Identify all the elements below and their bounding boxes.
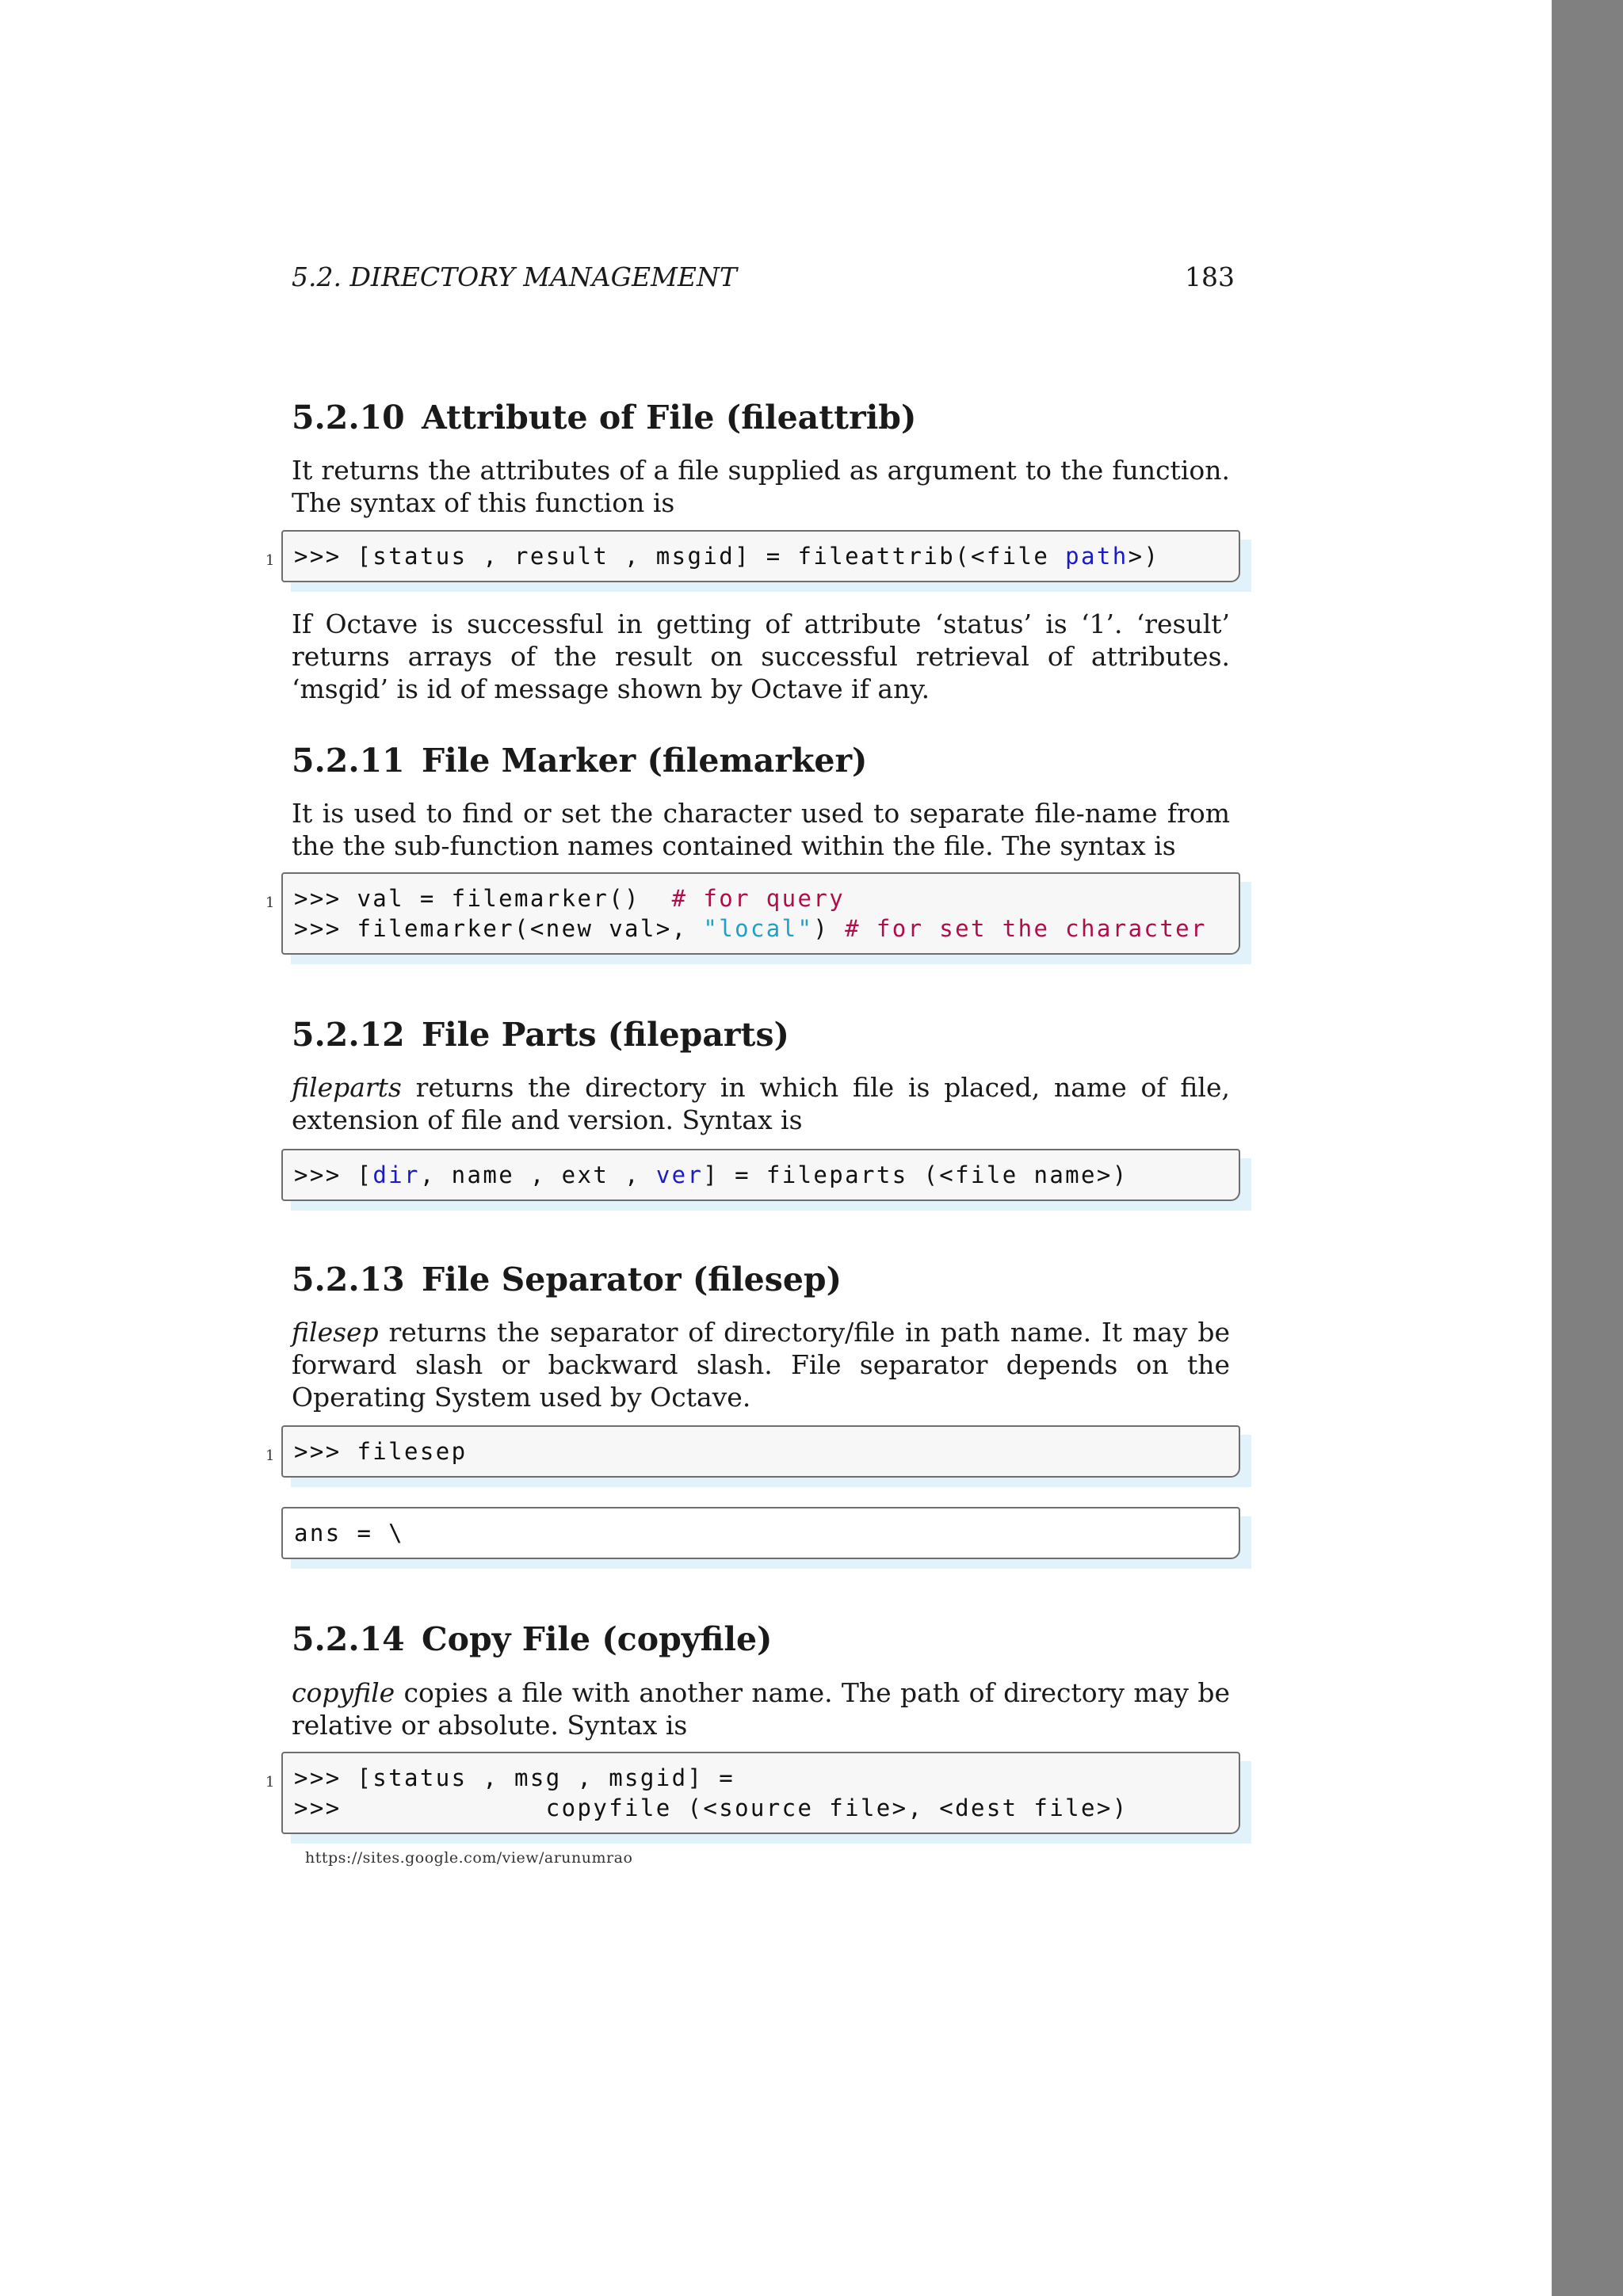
function-name-emphasis: fileparts [292,1072,402,1103]
function-name-emphasis: filesep [292,1317,379,1348]
code-listing-fileattrib [265,530,1240,582]
code-line [294,883,1228,913]
code-box [265,1425,1240,1478]
paragraph-copyfile-intro [292,1676,1230,1741]
section-number: 5.2.11 [292,742,405,780]
code-line [294,913,1228,944]
code-text: , name , ext , [419,1161,656,1188]
section-heading-fileattrib [292,399,916,437]
section-heading-fileparts [292,1016,789,1054]
code-line [294,541,1228,571]
code-listing-copyfile [265,1752,1240,1834]
code-text: >>> filemarker(<new val>, [294,915,704,942]
paragraph-text: copies a file with another name. The path of directory may be relative or absolute. Syntax is [292,1677,1230,1741]
code-line: >>> [status , msg , msgid] = [294,1764,735,1791]
code-text: ) [813,915,846,942]
code-line [294,1160,1228,1190]
paragraph-fileparts-intro [292,1071,1230,1136]
page-number: 183 [1185,261,1235,292]
function-name-emphasis: copyfile [292,1677,395,1708]
code-keyword: ver [655,1161,704,1188]
code-listing-filemarker [265,872,1240,955]
section-heading-filesep [292,1261,842,1299]
code-output-filesep [281,1507,1240,1559]
section-heading-copyfile [292,1620,772,1658]
code-line: >>> filesep [294,1438,468,1465]
code-line-number: 1 [265,1447,275,1464]
code-listing-fileparts [281,1149,1240,1201]
code-comment: # for query [671,885,846,912]
section-number: 5.2.10 [292,399,405,437]
paragraph-text: returns the directory in which file is placed, name of file, extension of file and version. Syntax is [292,1072,1230,1135]
code-text: >>> [ [294,1161,373,1188]
section-title: File Marker (filemarker) [422,742,868,780]
code-box [265,872,1240,955]
code-keyword: path [1065,543,1128,570]
section-number: 5.2.12 [292,1016,405,1054]
footer-url-link[interactable]: https://sites.google.com/view/arunumrao [305,1849,633,1867]
section-title: File Separator (filesep) [422,1261,842,1299]
code-listing-filesep [265,1425,1240,1478]
paragraph-fileattrib-explanation: If Octave is successful in getting of attribute ‘status’ is ‘1’. ‘result’ returns arrays of the result on successful retrieval of attributes. ‘msgid’ is id of message shown by Octave if any. [292,608,1230,704]
code-keyword: dir [372,1161,420,1188]
code-box [265,1752,1240,1834]
paragraph-fileattrib-intro: It returns the attributes of a file supplied as argument to the function. The syntax of this function is [292,455,1230,518]
paragraph-filemarker-intro: It is used to find or set the character used to separate file-name from the the sub-function names contained within the file. The syntax is [292,798,1230,861]
paragraph-filesep-intro [292,1316,1230,1413]
code-text: ] = fileparts (<file name>) [703,1161,1128,1188]
running-header-title: 5.2. DIRECTORY MANAGEMENT [292,261,737,292]
code-text: >>> [status , result , msgid] = fileattrib(<file [294,543,1066,570]
section-title: Copy File (copyfile) [422,1620,773,1658]
code-line-number: 1 [265,552,275,569]
section-number: 5.2.14 [292,1620,405,1658]
code-line-number: 1 [265,894,275,911]
code-box [265,530,1240,582]
section-title: Attribute of File (fileattrib) [422,399,917,437]
code-text: >) [1128,543,1160,570]
code-box [281,1149,1240,1201]
code-text: >>> val = filemarker() [294,885,672,912]
paragraph-text: returns the separator of directory/file in path name. It may be forward slash or backward slash. File separator depends on the Operating System used by Octave. [292,1317,1230,1413]
output-line: ans = \ [294,1520,405,1547]
viewer-side-margin [1552,0,1623,2296]
section-heading-filemarker [292,742,867,780]
output-box [281,1507,1240,1559]
code-string: "local" [703,915,814,942]
code-line: >>> copyfile (<source file>, <dest file>) [294,1794,1128,1821]
section-title: File Parts (fileparts) [422,1016,789,1054]
code-line-number: 1 [265,1774,275,1791]
code-comment: # for set the character [845,915,1207,942]
section-number: 5.2.13 [292,1261,405,1299]
